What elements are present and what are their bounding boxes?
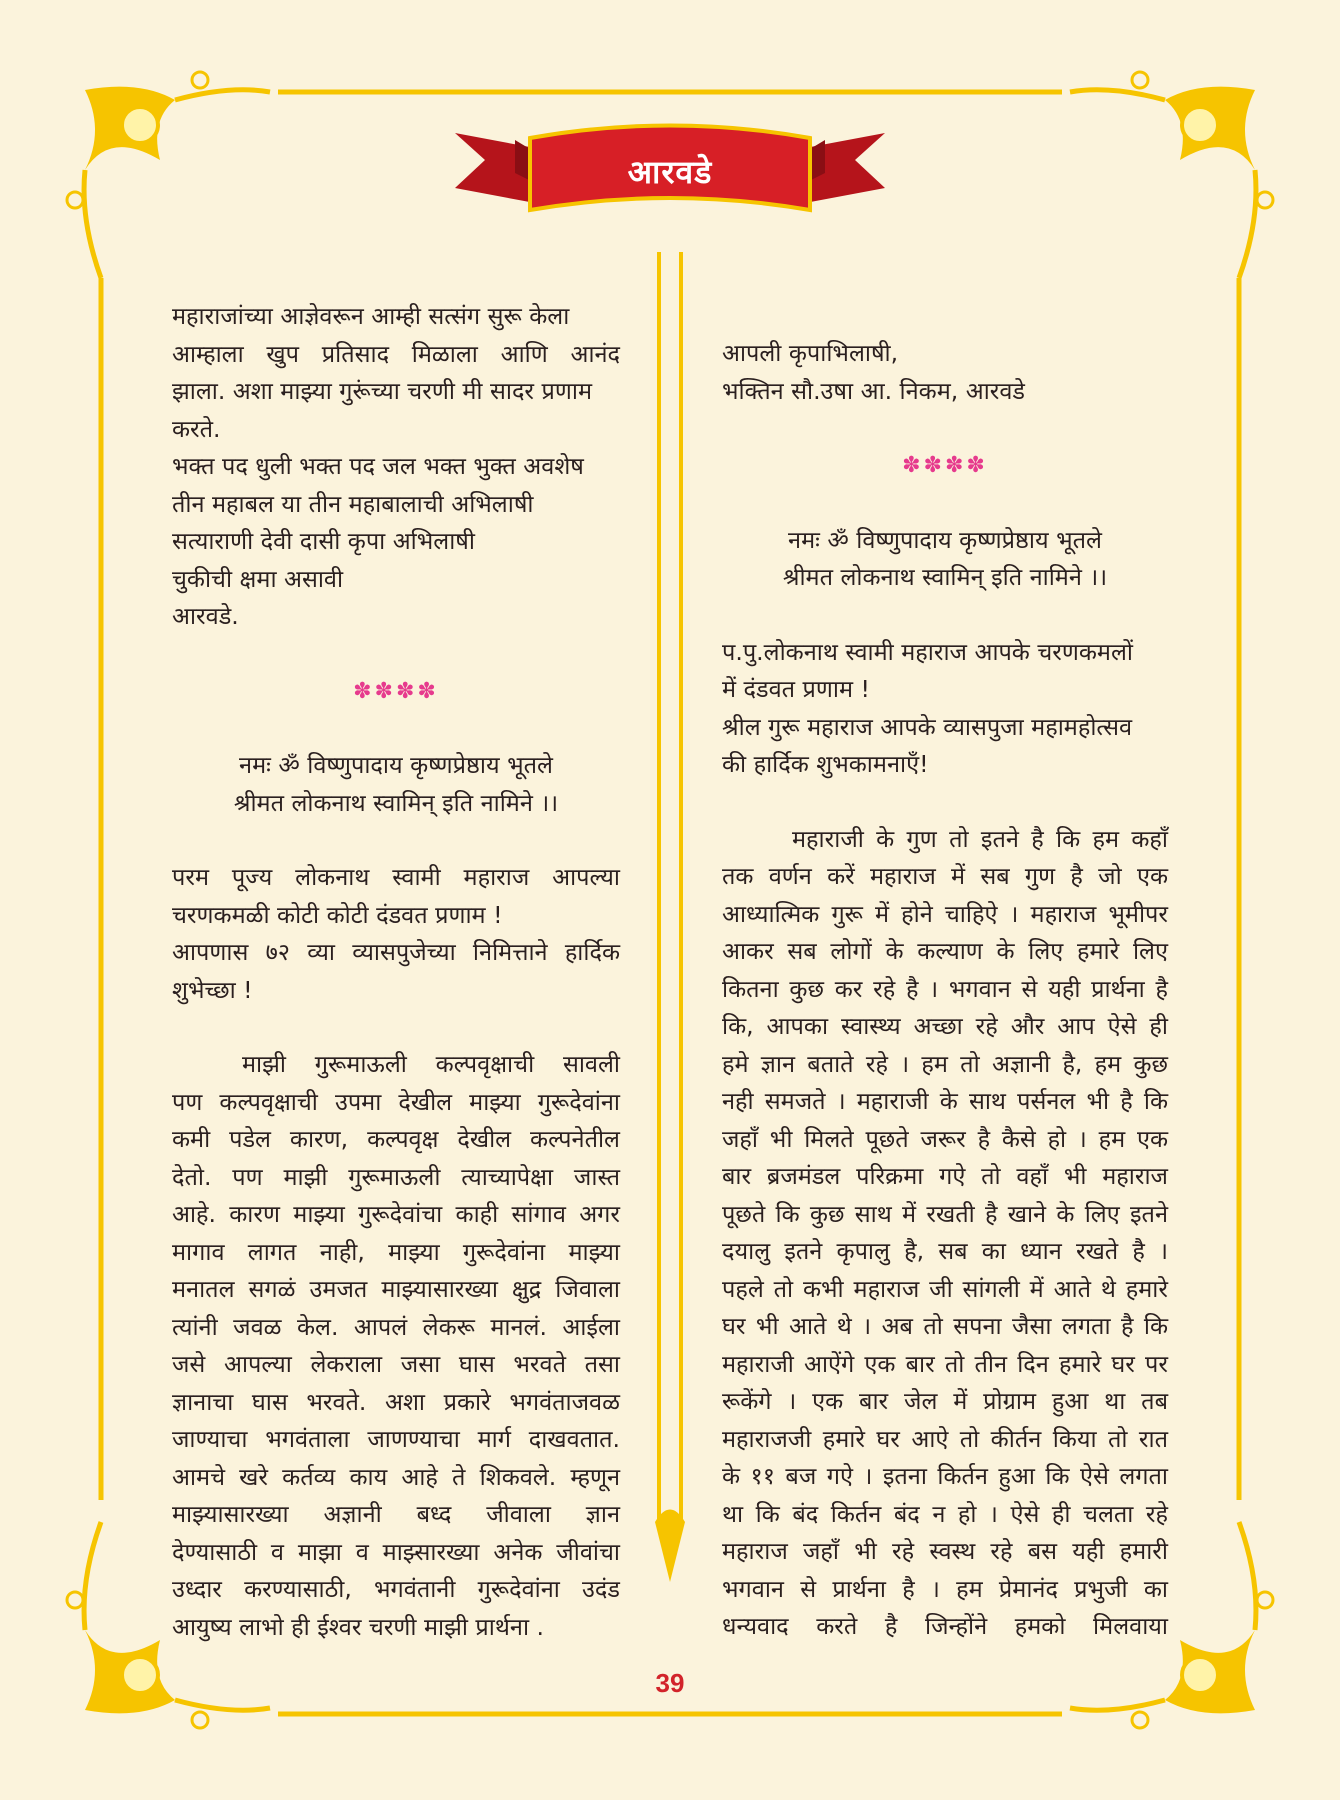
text-line: श्रील गुरू महाराज आपके व्यासपुजा महामहोत्सव: [722, 712, 1133, 741]
text-line: महाराजी के गुण तो इतने है कि हम कहाँ: [792, 824, 1168, 853]
text-line: कमी पडेल कारण, कल्पवृक्ष देखील कल्पनेतील: [172, 1125, 620, 1153]
text-line: रूकेंगे । एक बार जेल में प्रोग्राम हुआ था तब: [722, 1387, 1168, 1415]
text-line: धन्यवाद करते है जिन्होंने हमको मिलवाया: [722, 1612, 1168, 1640]
star-separator: ✽✽✽✽: [353, 678, 439, 704]
star-separator: ✽✽✽✽: [902, 453, 988, 478]
text-line: मागाव लागत नाही, माझ्या गुरूदेवांना माझ्या: [172, 1237, 620, 1266]
text-line: आमचे खरे कर्तव्य काय आहे ते शिकवले. म्हणून: [172, 1462, 620, 1491]
verse-line: आरवडे.: [172, 602, 239, 630]
text-line: देण्यासाठी व माझा व माझ्सारख्या अनेक जीवांचा: [172, 1537, 620, 1566]
text-line: ज्ञानाचा घास भरवते. अशा प्रकारे भगवंताजवळ: [172, 1387, 620, 1416]
text-line: त्यांनी जवळ केल. आपलं लेकरू मानलं. आईला: [172, 1312, 620, 1341]
text-line: जहाँ भी मिलते पूछते जरूर है कैसे हो । हम एक: [722, 1124, 1168, 1153]
text-line: आकर सब लोगों के कल्याण के लिए हमारे लिए: [722, 937, 1168, 965]
text-line: परम पूज्य लोकनाथ स्वामी महाराज आपल्या: [172, 863, 620, 891]
mantra-line: नमः ॐ विष्णुपादाय कृष्णप्रेष्ठाय भूतले: [788, 525, 1102, 554]
mantra-line: श्रीमत लोकनाथ स्वामिन् इति नामिने ।।: [233, 788, 559, 817]
text-line: देतो. पण माझी गुरूमाऊली त्याच्यापेक्षा जास्त: [172, 1162, 620, 1191]
verse-line: तीन महाबल या तीन महाबालाची अभिलाषी: [172, 489, 534, 518]
column-divider: [652, 252, 688, 1592]
page-number: 39: [655, 1668, 685, 1698]
signature-line: आपली कृपाभिलाषी,: [722, 339, 899, 367]
text-line: कितना कुछ कर रहे है । भगवान से यही प्रार्थना है: [722, 974, 1168, 1003]
text-line: आम्हाला खुप प्रतिसाद मिळाला आणि आनंद: [172, 339, 620, 368]
text-line: माझी गुरूमाऊली कल्पवृक्षाची सावली: [242, 1050, 620, 1078]
text-line: आपणास ७२ व्या व्यासपुजेच्या निमित्ताने हार्दिक: [172, 938, 620, 966]
text-line: आध्यात्मिक गुरू में होने चाहिऐ । महाराज भूमीपर: [722, 899, 1168, 928]
text-line: जसे आपल्या लेकराला जसा घास भरवते तसा: [172, 1350, 620, 1378]
text-line: शुभेच्छा !: [172, 975, 253, 1004]
text-line: में दंडवत प्रणाम !: [722, 675, 870, 703]
text-line: कि, आपका स्वास्थ्य अच्छा रहे और आप ऐसे ही: [722, 1012, 1168, 1040]
text-line: घर भी आते थे । अब तो सपना जैसा लगता है कि: [722, 1312, 1168, 1340]
text-line: माझ्यासारख्या अज्ञानी बध्द जीवाला ज्ञान: [172, 1500, 620, 1528]
text-line: महाराजी आऐंगे एक बार तो तीन दिन हमारे घर पर: [722, 1349, 1168, 1378]
verse-line: चुकीची क्षमा असावी: [172, 564, 344, 593]
text-line: महाराजजी हमारे घर आऐ तो कीर्तन किया तो रात: [722, 1424, 1168, 1453]
text-line: आयुष्य लाभो ही ईश्वर चरणी माझी प्रार्थना .: [172, 1612, 544, 1641]
left-column: [172, 298, 620, 1646]
text-line: प.पु.लोकनाथ स्वामी महाराज आपके चरणकमलों: [722, 637, 1133, 666]
text-line: बार ब्रजमंडल परिक्रमा गऐ तो वहाँ भी महाराज: [722, 1162, 1168, 1190]
mantra-line: नमः ॐ विष्णुपादाय कृष्णप्रेष्ठाय भूतले: [239, 751, 553, 779]
text-line: पण कल्पवृक्षाची उपमा देखील माझ्या गुरूदेवांना: [172, 1087, 620, 1116]
text-line: के ११ बज गऐ । इतना किर्तन हुआ कि ऐसे लगता: [722, 1462, 1168, 1490]
text-line: पहले तो कभी महाराज जी सांगली में आते थे हमारे: [722, 1274, 1168, 1303]
page-title: आरवडे: [627, 153, 713, 191]
text-line: तक वर्णन करें महाराज में सब गुण है जो एक: [722, 862, 1168, 890]
text-line: जाण्याचा भगवंताला जाणण्याचा मार्ग दाखवतात.: [172, 1425, 620, 1453]
text-line: की हार्दिक शुभकामनाएँ!: [722, 750, 929, 778]
text-line: आहे. कारण माझ्या गुरूदेवांचा काही सांगाव अगर: [172, 1200, 620, 1228]
signature-line: भक्तिन सौ.उषा आ. निकम, आरवडे: [722, 376, 1025, 405]
right-column: [722, 298, 1168, 1646]
text-line: मनातल सगळं उमजत माझ्यासारख्या क्षुद्र जिवाला: [172, 1275, 620, 1303]
text-line: हमे ज्ञान बताते रहे । हम तो अज्ञानी है, हम कुछ: [722, 1049, 1168, 1078]
text-line: महाराजांच्या आज्ञेवरून आम्ही सत्संग सुरू केला: [172, 302, 570, 330]
text-line: करते.: [172, 414, 221, 443]
mantra-line: श्रीमत लोकनाथ स्वामिन् इति नामिने ।।: [782, 563, 1108, 591]
text-line: नही समजते । महाराजी के साथ पर्सनल भी है कि: [722, 1087, 1168, 1115]
text-line: भगवान से प्रार्थना है । हम प्रेमानंद प्रभुजी का: [722, 1574, 1168, 1603]
text-line: पूछते कि कुछ साथ में रखती है खाने के लिए इतने: [722, 1199, 1168, 1228]
text-line: चरणकमळी कोटी कोटी दंडवत प्रणाम !: [172, 900, 503, 929]
text-line: दयालु इतने कृपालु है, सब का ध्यान रखते है ।: [722, 1237, 1168, 1265]
text-line: था कि बंद किर्तन बंद न हो । ऐसे ही चलता रहे: [722, 1499, 1168, 1528]
verse-line: सत्याराणी देवी दासी कृपा अभिलाषी: [172, 527, 475, 555]
text-line: महाराज जहाँ भी रहे स्वस्थ रहे बस यही हमारी: [722, 1537, 1168, 1565]
text-line: झाला. अशा माझ्या गुरूंच्या चरणी मी सादर प्रणाम: [172, 377, 593, 405]
text-line: उध्दार करण्यासाठी, भगवंतानी गुरूदेवांना उदंड: [172, 1575, 620, 1603]
verse-line: भक्त पद धुली भक्त पद जल भक्त भुक्त अवशेष: [172, 452, 584, 480]
